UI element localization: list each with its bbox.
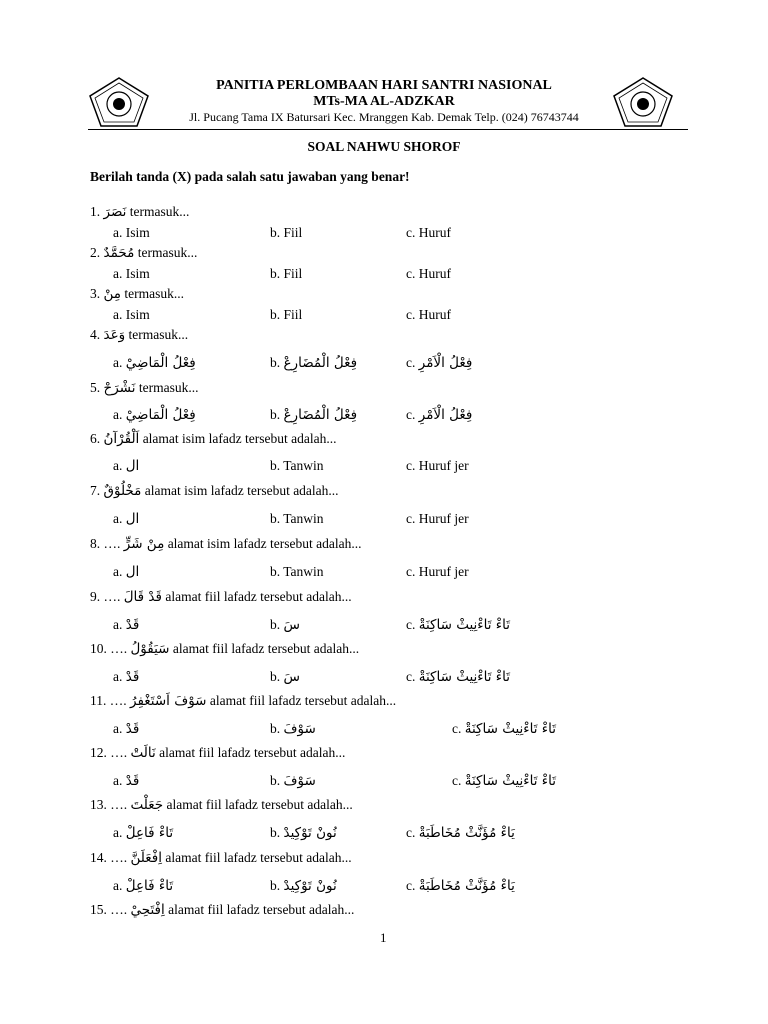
option-arabic: فِعْلُ الْمُضَارِعْ: [283, 407, 358, 423]
option-label: c. Huruf jer: [406, 564, 469, 579]
option-label: b. Tanwin: [270, 564, 324, 579]
option-c[interactable]: [406, 355, 472, 371]
question-number: 14. ….: [90, 850, 128, 865]
option-label: c.: [406, 617, 416, 632]
option-a[interactable]: [113, 355, 196, 371]
option-label: c.: [406, 669, 416, 684]
option-arabic: قَدْ: [125, 721, 140, 737]
option-label: c.: [406, 355, 416, 370]
option-a[interactable]: [113, 266, 150, 282]
option-c[interactable]: [406, 878, 515, 894]
question-text: termasuk...: [135, 380, 199, 395]
option-b[interactable]: [270, 355, 357, 371]
option-label: a. Isim: [113, 307, 150, 322]
question-14: [90, 850, 352, 866]
question-text: alamat fiil lafadz tersebut adalah...: [161, 589, 352, 604]
question-text: termasuk...: [121, 286, 185, 301]
question-text: alamat fiil lafadz tersebut adalah...: [164, 902, 355, 917]
option-arabic: سَ: [283, 617, 300, 633]
option-arabic: نُونْ تَوْكِيدْ: [283, 878, 337, 894]
option-label: b.: [270, 878, 281, 893]
option-a[interactable]: [113, 225, 150, 241]
option-c[interactable]: [406, 825, 515, 841]
option-arabic: سَوْفَ: [283, 721, 316, 737]
page-number: 1: [380, 930, 387, 945]
option-label: b.: [270, 407, 281, 422]
option-c[interactable]: [452, 773, 556, 789]
option-b[interactable]: [270, 225, 302, 241]
option-label: a.: [113, 407, 123, 422]
question-arabic: اَلْقُرْآنُ: [103, 431, 140, 447]
option-label: a.: [113, 511, 123, 526]
question-text: alamat fiil lafadz tersebut adalah...: [163, 797, 353, 812]
header-school: MTs-MA AL-ADZKAR: [313, 94, 455, 109]
option-arabic: قَدْ: [125, 617, 140, 633]
question-text: alamat isim lafadz tersebut adalah...: [164, 536, 362, 551]
question-arabic: سَوْفَ اَسْتَغْفِرُ: [130, 693, 207, 709]
option-b[interactable]: [270, 773, 316, 789]
question-arabic: نَشْرَحْ: [103, 380, 136, 396]
header-address: Jl. Pucang Tama IX Batursari Kec. Mranggen Kab. Demak Telp. (024) 76743744: [189, 110, 579, 124]
option-a[interactable]: [113, 458, 139, 474]
option-label: c. Huruf: [406, 307, 451, 322]
option-label: b.: [270, 669, 281, 684]
option-a[interactable]: [113, 564, 139, 580]
option-label: a.: [113, 825, 123, 840]
question-number: 1.: [90, 204, 101, 219]
option-b[interactable]: [270, 617, 300, 633]
option-a[interactable]: [113, 617, 139, 633]
option-label: b.: [270, 825, 281, 840]
question-number: 9. ….: [90, 589, 121, 604]
option-label: a.: [113, 878, 123, 893]
question-number: 8. ….: [90, 536, 121, 551]
option-c[interactable]: [406, 511, 469, 527]
option-arabic: تَاءْ تَاءْنِيثْ سَاكِنَةْ: [464, 721, 557, 737]
question-9: [90, 589, 352, 605]
option-label: b.: [270, 773, 281, 788]
question-7: [90, 483, 339, 499]
question-arabic: اِفْتَحِيْ: [130, 902, 165, 918]
question-text: alamat fiil lafadz tersebut adalah...: [155, 745, 346, 760]
question-number: 11. ….: [90, 693, 127, 708]
question-number: 10. ….: [90, 641, 128, 656]
option-arabic: تَاءْ فَاعِلْ: [125, 878, 174, 894]
question-number: 7.: [90, 483, 101, 498]
question-6: [90, 431, 336, 447]
option-label: b.: [270, 617, 281, 632]
option-label: b.: [270, 355, 281, 370]
question-text: termasuk...: [126, 204, 190, 219]
option-label: c. Huruf jer: [406, 511, 469, 526]
option-c[interactable]: [406, 458, 469, 474]
option-b[interactable]: [270, 458, 324, 474]
option-label: a.: [113, 617, 123, 632]
option-a[interactable]: [113, 511, 139, 527]
question-arabic: وَعَدَ: [103, 327, 126, 343]
question-2: [90, 245, 197, 261]
option-c[interactable]: [406, 307, 451, 323]
option-arabic: يَاءْ مُؤَنَّثْ مُخَاطَبَةْ: [418, 825, 515, 841]
option-arabic: سَ: [283, 669, 300, 685]
option-b[interactable]: [270, 407, 357, 423]
question-text: alamat isim lafadz tersebut adalah...: [141, 483, 339, 498]
question-arabic: مِنْ شَرٍّ: [123, 536, 165, 552]
question-13: [90, 797, 353, 813]
option-label: a. Isim: [113, 225, 150, 240]
school-logo-right: [612, 76, 674, 128]
option-b[interactable]: [270, 825, 337, 841]
option-label: b. Fiil: [270, 307, 303, 322]
question-number: 6.: [90, 431, 101, 446]
option-arabic: ال: [125, 564, 140, 580]
question-text: termasuk...: [134, 245, 198, 260]
option-c[interactable]: [452, 721, 556, 737]
question-text: alamat fiil lafadz tersebut adalah...: [169, 641, 360, 656]
option-label: b.: [270, 721, 281, 736]
option-arabic: قَدْ: [125, 773, 140, 789]
question-8: [90, 536, 361, 552]
option-label: c.: [406, 825, 416, 840]
option-arabic: ال: [125, 511, 140, 527]
option-arabic: تَاءْ تَاءْنِيثْ سَاكِنَةْ: [418, 669, 511, 685]
option-label: c.: [452, 773, 462, 788]
option-a[interactable]: [113, 878, 173, 894]
option-arabic: قَدْ: [125, 669, 140, 685]
question-3: [90, 286, 184, 302]
option-label: a.: [113, 773, 123, 788]
question-arabic: قَدْ قَالَ: [123, 589, 162, 605]
question-number: 15. ….: [90, 902, 128, 917]
question-text: alamat fiil lafadz tersebut adalah...: [206, 693, 397, 708]
option-a[interactable]: [113, 407, 196, 423]
option-arabic: تَاءْ تَاءْنِيثْ سَاكِنَةْ: [418, 617, 511, 633]
option-label: c. Huruf: [406, 266, 451, 281]
question-arabic: مَخْلُوْقٌ: [103, 483, 142, 499]
question-10: [90, 641, 359, 657]
option-c[interactable]: [406, 564, 469, 580]
option-b[interactable]: [270, 266, 302, 282]
option-a[interactable]: [113, 773, 139, 789]
question-arabic: نَالَتْ: [130, 745, 156, 761]
option-label: b. Tanwin: [270, 511, 324, 526]
page-title: SOAL NAHWU SHOROF: [307, 139, 461, 154]
option-label: b. Fiil: [270, 225, 303, 240]
question-5: [90, 380, 198, 396]
option-arabic: ال: [125, 458, 140, 474]
option-c[interactable]: [406, 225, 451, 241]
option-arabic: نُونْ تَوْكِيدْ: [283, 825, 337, 841]
question-text: alamat fiil lafadz tersebut adalah...: [161, 850, 352, 865]
header-committee: PANITIA PERLOMBAAN HARI SANTRI NASIONAL: [216, 78, 552, 93]
option-a[interactable]: [113, 669, 139, 685]
option-label: a.: [113, 669, 123, 684]
question-arabic: اِفْعَلَنَّ: [130, 850, 162, 866]
school-logo-left: [88, 76, 150, 128]
option-label: a.: [113, 458, 123, 473]
question-number: 13. ….: [90, 797, 128, 812]
question-arabic: جَعَلْتَ: [130, 797, 164, 813]
option-arabic: تَاءْ تَاءْنِيثْ سَاكِنَةْ: [464, 773, 557, 789]
option-c[interactable]: [406, 669, 510, 685]
option-arabic: فِعْلُ الْمَاضِيْ: [125, 355, 196, 371]
option-arabic: تَاءْ فَاعِلْ: [125, 825, 174, 841]
question-number: 12. ….: [90, 745, 128, 760]
question-arabic: مُحَمَّدٌ: [103, 245, 135, 261]
question-15: [90, 902, 354, 918]
question-number: 2.: [90, 245, 101, 260]
option-label: c.: [452, 721, 462, 736]
option-arabic: فِعْلُ الْاَمْرِ: [418, 355, 473, 371]
option-label: c.: [406, 407, 416, 422]
option-c[interactable]: [406, 617, 510, 633]
option-label: b. Tanwin: [270, 458, 324, 473]
option-a[interactable]: [113, 307, 150, 323]
question-4: [90, 327, 188, 343]
instruction: Berilah tanda (X) pada salah satu jawaban yang benar!: [90, 169, 410, 184]
question-arabic: مِنْ: [103, 286, 122, 302]
option-c[interactable]: [406, 407, 472, 423]
option-label: a. Isim: [113, 266, 150, 281]
option-label: b. Fiil: [270, 266, 303, 281]
option-a[interactable]: [113, 825, 173, 841]
question-12: [90, 745, 345, 761]
option-b[interactable]: [270, 564, 324, 580]
option-a[interactable]: [113, 721, 139, 737]
option-b[interactable]: [270, 669, 300, 685]
option-label: c. Huruf: [406, 225, 451, 240]
option-label: c.: [406, 878, 416, 893]
option-c[interactable]: [406, 266, 451, 282]
question-11: [90, 693, 396, 709]
question-arabic: نَصَرَ: [103, 204, 127, 220]
option-label: a.: [113, 355, 123, 370]
option-label: a.: [113, 564, 123, 579]
option-arabic: سَوْفَ: [283, 773, 316, 789]
option-arabic: فِعْلُ الْاَمْرِ: [418, 407, 473, 423]
option-b[interactable]: [270, 721, 316, 737]
question-1: [90, 204, 189, 220]
option-arabic: يَاءْ مُؤَنَّثْ مُخَاطَبَةْ: [418, 878, 515, 894]
question-arabic: سَيَقُوْلُ: [130, 641, 170, 657]
question-text: termasuk...: [125, 327, 189, 342]
option-b[interactable]: [270, 878, 337, 894]
question-number: 4.: [90, 327, 101, 342]
header-divider: [88, 129, 688, 130]
question-number: 5.: [90, 380, 101, 395]
option-b[interactable]: [270, 511, 324, 527]
question-number: 3.: [90, 286, 101, 301]
question-text: alamat isim lafadz tersebut adalah...: [139, 431, 337, 446]
option-arabic: فِعْلُ الْمُضَارِعْ: [283, 355, 358, 371]
option-label: a.: [113, 721, 123, 736]
option-arabic: فِعْلُ الْمَاضِيْ: [125, 407, 196, 423]
option-b[interactable]: [270, 307, 302, 323]
option-label: c. Huruf jer: [406, 458, 469, 473]
